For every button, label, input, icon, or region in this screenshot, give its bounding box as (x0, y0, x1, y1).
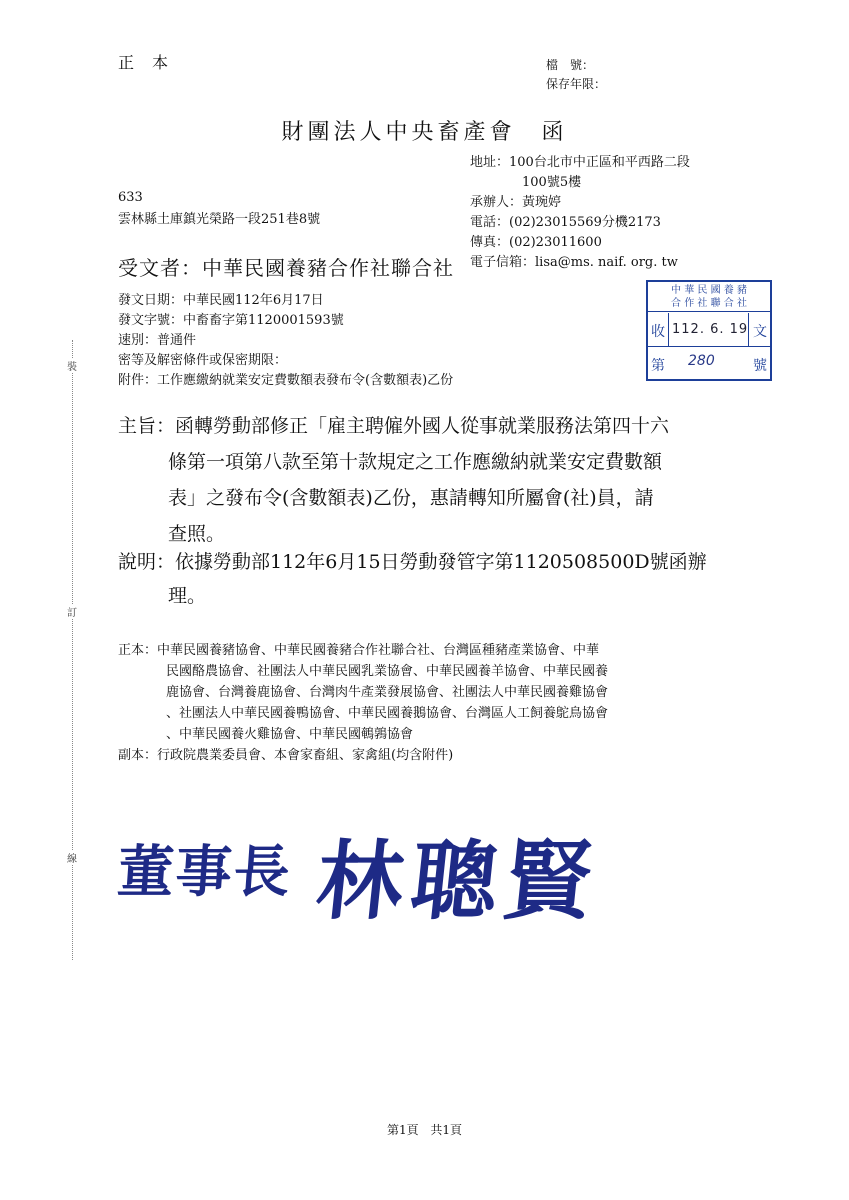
document-number: 發文字號：中畜畜字第1120001593號 (118, 313, 344, 328)
sender-fax: 傳真：(02)23011600 (470, 235, 602, 250)
sender-phone: 電話：(02)23015569分機2173 (470, 215, 661, 230)
signature-title: 董事長 (115, 840, 294, 905)
sender-info (470, 153, 690, 273)
subject-line: 條第一項第八款至第十款規定之工作應繳納就業安定費數額 (168, 451, 663, 473)
file-meta (546, 56, 606, 94)
stamp-org-line1: 中 華 民 國 養 豬 (671, 285, 747, 296)
binding-dotted-line (72, 340, 73, 960)
signature-name: 林聰賢 (311, 832, 605, 932)
stamp-number-suffix: 號 (753, 358, 767, 374)
distribution-list (118, 640, 608, 766)
recipient-zip: 633 (118, 190, 143, 205)
security-level: 密等及解密條件或保密期限： (118, 353, 288, 368)
copy-recipients: 副本：行政院農業委員會、本會家畜組、家禽組(均含附件) (118, 748, 454, 763)
stamp-receive-label: 收 (651, 324, 665, 340)
document-title: 財團法人中央畜產會 函 (281, 120, 568, 145)
original-recipients-line: 正本：中華民國養豬協會、中華民國養豬合作社聯合社、台灣區種豬產業協會、中華 (118, 643, 600, 658)
stamp-number: 280 (688, 353, 715, 369)
attachment: 附件：工作應繳納就業安定費數額表發布令(含數額表)乙份 (118, 373, 454, 388)
stamp-organization (648, 282, 770, 312)
file-number-label: 檔 號： (546, 58, 595, 72)
retention-label: 保存年限： (546, 77, 607, 91)
chairman-signature (115, 808, 618, 932)
binding-mark-top: 裝 (62, 358, 82, 373)
original-recipients-line: 、社團法人中華民國養鴨協會、中華民國養鵝協會、台灣區人工飼養鴕鳥協會 (166, 706, 609, 721)
sender-email: 電子信箱：lisa@ms. naif. org. tw (470, 255, 678, 270)
binding-line (52, 340, 92, 960)
binding-mark-middle: 訂 (62, 604, 82, 619)
recipient: 受文者：中華民國養豬合作社聯合社 (118, 256, 454, 280)
page-number: 第1頁 (386, 1123, 419, 1137)
sender-address-line2: 100號5樓 (522, 175, 582, 190)
page-footer (0, 1121, 849, 1138)
explanation-section (118, 545, 707, 613)
receipt-stamp (646, 280, 772, 381)
subject-line: 主旨：函轉勞動部修正「雇主聘僱外國人從事就業服務法第四十六 (118, 415, 670, 437)
explanation-line: 說明：依據勞動部112年6月15日勞動發管字第1120508500D號函辦 (118, 551, 707, 573)
binding-mark-bottom: 線 (62, 850, 82, 865)
sender-address-line1: 地址：100台北市中正區和平西路二段 (470, 155, 690, 170)
stamp-divider-right (748, 313, 749, 347)
stamp-doc-label: 文 (753, 324, 767, 340)
stamp-date: 112. 6. 19 (672, 322, 749, 337)
original-recipients-line: 鹿協會、台灣養鹿協會、台灣肉牛產業發展協會、社團法人中華民國養雞協會 (166, 685, 609, 700)
page-total: 共1頁 (430, 1123, 463, 1137)
stamp-number-prefix: 第 (651, 358, 665, 374)
document-meta (118, 291, 453, 391)
stamp-divider-left (668, 313, 669, 347)
explanation-line: 理。 (168, 585, 207, 607)
original-recipients-line: 、中華民國養火雞協會、中華民國鵪鶉協會 (166, 727, 414, 742)
issue-date: 發文日期：中華民國112年6月17日 (118, 293, 324, 308)
subject-line: 表」之發布令(含數額表)乙份，惠請轉知所屬會(社)員，請 (168, 487, 654, 509)
original-recipients-line: 民國酪農協會、社團法人中華民國乳業協會、中華民國養羊協會、中華民國養 (166, 664, 609, 679)
delivery-speed: 速別：普通件 (118, 333, 197, 348)
sender-contact: 承辦人：黃琬婷 (470, 195, 562, 210)
copy-type-label: 正本 (118, 53, 187, 72)
stamp-date-row (648, 313, 770, 347)
recipient-address: 雲林縣土庫鎮光榮路一段251巷8號 (118, 212, 321, 227)
subject-line: 查照。 (168, 523, 226, 545)
stamp-org-line2: 合 作 社 聯 合 社 (671, 298, 747, 309)
subject-section (118, 408, 669, 552)
stamp-number-row (648, 347, 770, 380)
